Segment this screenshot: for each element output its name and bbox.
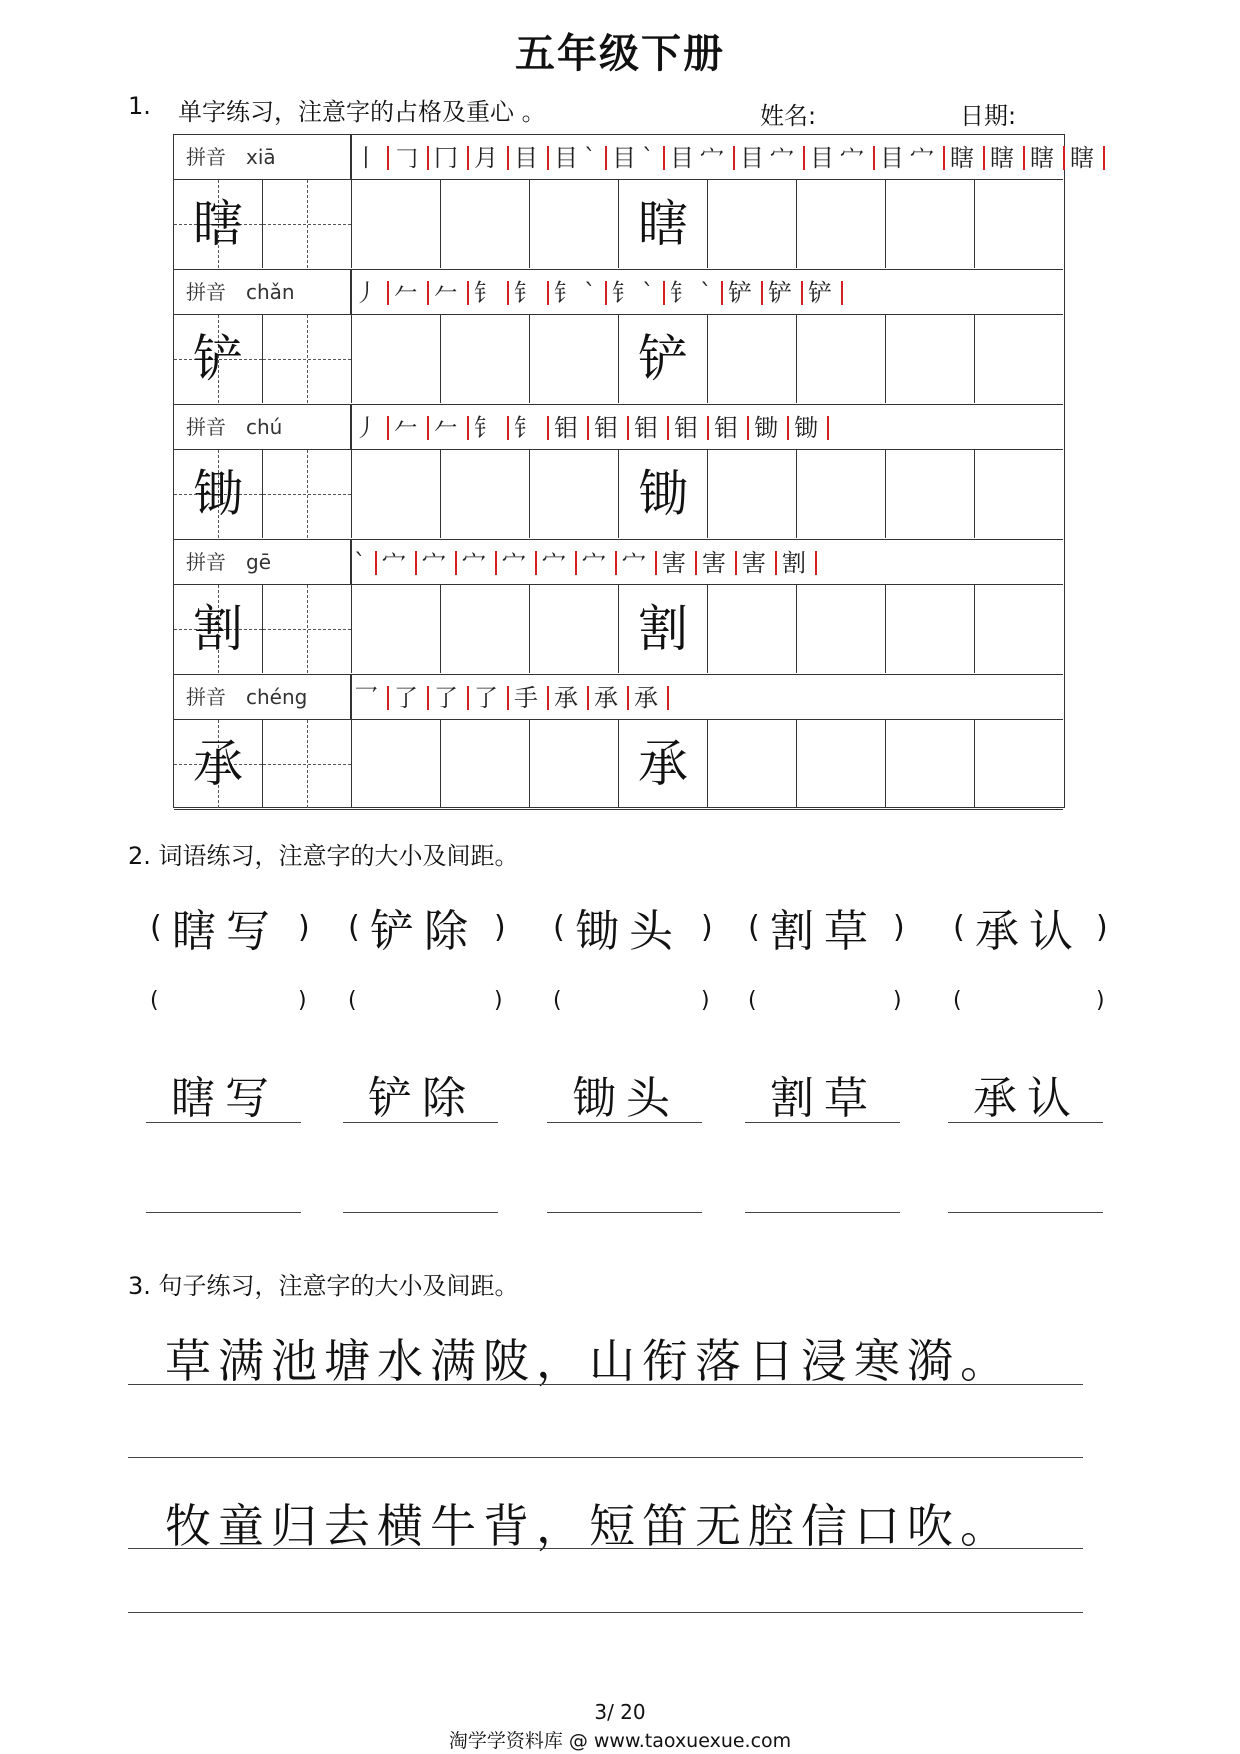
pinyin-row xyxy=(174,135,1100,180)
word-model: 锄头 xyxy=(575,906,683,957)
stroke-step: 了 xyxy=(474,686,509,710)
pinyin-blank-close: ) xyxy=(701,988,710,1013)
model-character: 铲 xyxy=(193,330,243,388)
word-trace: 割草 xyxy=(770,1073,878,1124)
writing-cell[interactable] xyxy=(174,720,263,808)
writing-cell[interactable] xyxy=(619,315,708,403)
page-title: 五年级下册 xyxy=(515,31,725,77)
writing-cell[interactable] xyxy=(441,450,530,538)
writing-cell[interactable] xyxy=(619,180,708,268)
stroke-step: 钅` xyxy=(554,281,607,305)
guide-line-horizontal xyxy=(263,629,351,630)
stroke-step: 害 xyxy=(662,551,697,575)
pinyin-row xyxy=(174,675,1063,720)
writing-cell[interactable] xyxy=(263,450,352,538)
stroke-step: 目` xyxy=(554,146,607,170)
stroke-order xyxy=(354,540,822,585)
word-model: 割草 xyxy=(770,906,878,957)
stroke-step: 钼 xyxy=(594,416,629,440)
writing-cell[interactable] xyxy=(797,585,886,673)
stroke-step: 宀 xyxy=(542,551,577,575)
writing-cell[interactable] xyxy=(530,585,619,673)
guide-line-horizontal xyxy=(263,494,351,495)
model-character: 锄 xyxy=(193,465,243,523)
word-model: 承认 xyxy=(975,906,1083,957)
pinyin-text: chú xyxy=(246,415,283,439)
writing-cell[interactable] xyxy=(441,180,530,268)
paren-open: ( xyxy=(953,910,965,945)
word-underline xyxy=(948,1122,1103,1123)
pinyin-blank-open: ( xyxy=(748,988,757,1013)
writing-cell[interactable] xyxy=(530,450,619,538)
section-2-heading: 2. 词语练习，注意字的大小及间距。 xyxy=(128,842,519,870)
word-trace: 瞎写 xyxy=(171,1073,279,1124)
pinyin-blank-open: ( xyxy=(348,988,357,1013)
word-underline xyxy=(547,1122,702,1123)
pinyin-caption: 拼音 xyxy=(186,145,226,169)
stroke-order xyxy=(354,135,1110,180)
word-writing-line[interactable] xyxy=(547,1212,702,1213)
writing-cell[interactable] xyxy=(797,450,886,538)
model-character: 割 xyxy=(193,600,243,658)
stroke-step: 𠂉 xyxy=(434,281,469,305)
divider xyxy=(350,270,352,315)
writing-cell[interactable] xyxy=(441,315,530,403)
sentence-baseline xyxy=(128,1548,1083,1549)
trace-character: 锄 xyxy=(638,465,688,523)
paren-close: ) xyxy=(893,910,905,945)
paren-open: ( xyxy=(553,910,565,945)
page-number: 3/ 20 xyxy=(594,1700,646,1724)
paren-close: ) xyxy=(298,910,310,945)
pinyin-text: chéng xyxy=(246,685,308,709)
writing-cell[interactable] xyxy=(708,180,797,268)
writing-cell[interactable] xyxy=(886,720,975,808)
word-writing-line[interactable] xyxy=(146,1212,301,1213)
word-model: 铲除 xyxy=(370,906,478,957)
stroke-step: 冂 xyxy=(434,146,469,170)
word-writing-line[interactable] xyxy=(745,1212,900,1213)
stroke-step: 铲 xyxy=(768,281,803,305)
stroke-step: 钅 xyxy=(474,416,509,440)
stroke-step: 钅` xyxy=(612,281,665,305)
word-underline xyxy=(343,1122,498,1123)
stroke-step: ` xyxy=(354,551,377,575)
writing-cell[interactable] xyxy=(886,585,975,673)
writing-cell[interactable] xyxy=(797,720,886,808)
pinyin-text: xiā xyxy=(246,145,276,169)
stroke-step: 承 xyxy=(634,686,669,710)
paren-close: ) xyxy=(701,910,713,945)
word-underline xyxy=(745,1122,900,1123)
stroke-step: 钼 xyxy=(554,416,589,440)
divider xyxy=(350,135,352,180)
trace-character: 铲 xyxy=(638,330,688,388)
stroke-step: 钅 xyxy=(514,416,549,440)
stroke-step: 瞎 xyxy=(950,146,985,170)
writing-cell[interactable] xyxy=(352,585,441,673)
paren-open: ( xyxy=(748,910,760,945)
stroke-step: 了 xyxy=(434,686,469,710)
stroke-step: 害 xyxy=(702,551,737,575)
writing-cell[interactable] xyxy=(352,180,441,268)
writing-cell[interactable] xyxy=(975,315,1064,403)
sentence-model: 牧童归去横牛背，短笛无腔信口吹。 xyxy=(165,1499,1013,1553)
writing-cell[interactable] xyxy=(174,315,263,403)
pinyin-blank-open: ( xyxy=(150,988,159,1013)
writing-cell[interactable] xyxy=(263,720,352,808)
pinyin-label xyxy=(186,540,346,585)
stroke-step: 丿 xyxy=(354,281,389,305)
pinyin-label xyxy=(186,675,346,720)
stroke-step: 月 xyxy=(474,146,509,170)
stroke-step: 锄 xyxy=(754,416,789,440)
writing-cell[interactable] xyxy=(975,180,1064,268)
writing-cell[interactable] xyxy=(797,315,886,403)
footer-site: 淘学学资料库 @ www.taoxuexue.com xyxy=(448,1730,792,1752)
writing-cell[interactable] xyxy=(441,720,530,808)
writing-cell[interactable] xyxy=(975,720,1064,808)
stroke-step: 乛 xyxy=(354,686,389,710)
writing-cell[interactable] xyxy=(352,720,441,808)
sentence-model: 草满池塘水满陂，山衔落日浸寒漪。 xyxy=(165,1334,1013,1388)
word-writing-line[interactable] xyxy=(948,1212,1103,1213)
stroke-step: 割 xyxy=(782,551,817,575)
model-character: 瞎 xyxy=(193,195,243,253)
date-label: 日期: xyxy=(960,102,1017,130)
paren-close: ) xyxy=(1096,910,1108,945)
pinyin-caption: 拼音 xyxy=(186,415,226,439)
paren-open: ( xyxy=(150,910,162,945)
trace-character: 承 xyxy=(638,735,688,793)
guide-line-horizontal xyxy=(263,359,351,360)
model-character: 承 xyxy=(193,735,243,793)
stroke-step: 丨 xyxy=(354,146,389,170)
pinyin-blank-open: ( xyxy=(553,988,562,1013)
writing-cell[interactable] xyxy=(352,450,441,538)
section-3-heading: 3. 句子练习，注意字的大小及间距。 xyxy=(128,1272,519,1300)
paren-close: ) xyxy=(494,910,506,945)
pinyin-blank-close: ) xyxy=(893,988,902,1013)
stroke-step: 瞎 xyxy=(1030,146,1065,170)
name-label: 姓名: xyxy=(760,102,817,130)
stroke-step: 宀 xyxy=(462,551,497,575)
stroke-step: 钼 xyxy=(674,416,709,440)
stroke-step: 目宀 xyxy=(810,146,875,170)
pinyin-text: chǎn xyxy=(246,280,295,304)
word-underline xyxy=(146,1122,301,1123)
writing-cell[interactable] xyxy=(263,180,352,268)
paren-open: ( xyxy=(348,910,360,945)
writing-cell[interactable] xyxy=(530,720,619,808)
writing-cell-row xyxy=(174,720,1063,810)
word-model: 瞎写 xyxy=(172,906,280,957)
stroke-step: 铲 xyxy=(808,281,843,305)
stroke-step: 钼 xyxy=(714,416,749,440)
guide-line-horizontal xyxy=(263,764,351,765)
word-trace: 锄头 xyxy=(572,1073,680,1124)
character-practice-grid xyxy=(173,134,1100,808)
writing-cell[interactable] xyxy=(886,315,975,403)
stroke-step: 𠂉 xyxy=(394,281,429,305)
pinyin-row xyxy=(174,540,1063,585)
writing-cell[interactable] xyxy=(975,585,1064,673)
writing-cell[interactable] xyxy=(174,450,263,538)
stroke-step: 瞎 xyxy=(1070,146,1105,170)
pinyin-blank-close: ) xyxy=(1096,988,1105,1013)
trace-character: 瞎 xyxy=(638,195,688,253)
writing-cell[interactable] xyxy=(174,585,263,673)
writing-cell[interactable] xyxy=(441,585,530,673)
writing-cell[interactable] xyxy=(708,315,797,403)
writing-cell-row xyxy=(174,180,1063,270)
writing-cell[interactable] xyxy=(263,315,352,403)
pinyin-blank-open: ( xyxy=(953,988,962,1013)
pinyin-blank-close: ) xyxy=(298,988,307,1013)
stroke-step: 钼 xyxy=(634,416,669,440)
pinyin-row xyxy=(174,405,1063,450)
stroke-step: 目宀 xyxy=(670,146,735,170)
writing-cell[interactable] xyxy=(708,720,797,808)
pinyin-caption: 拼音 xyxy=(186,280,226,304)
stroke-step: 了 xyxy=(394,686,429,710)
stroke-step: 钅 xyxy=(514,281,549,305)
divider xyxy=(350,675,352,720)
pinyin-label xyxy=(186,405,346,450)
word-trace: 承认 xyxy=(973,1073,1081,1124)
stroke-step: 丿 xyxy=(354,416,389,440)
writing-cell[interactable] xyxy=(263,585,352,673)
writing-cell[interactable] xyxy=(619,585,708,673)
stroke-step: 目宀 xyxy=(740,146,805,170)
section-1-heading: 单字练习，注意字的占格及重心 。 xyxy=(178,98,546,126)
writing-cell[interactable] xyxy=(797,180,886,268)
writing-cell[interactable] xyxy=(530,315,619,403)
stroke-step: 宀 xyxy=(622,551,657,575)
pinyin-text: gē xyxy=(246,550,271,574)
writing-cell[interactable] xyxy=(352,315,441,403)
stroke-order xyxy=(354,405,834,450)
pinyin-label xyxy=(186,135,346,180)
divider xyxy=(350,405,352,450)
writing-cell[interactable] xyxy=(174,180,263,268)
writing-cell[interactable] xyxy=(619,450,708,538)
pinyin-row xyxy=(174,270,1063,315)
sentence-writing-line[interactable] xyxy=(128,1612,1083,1613)
stroke-step: 宀 xyxy=(582,551,617,575)
stroke-step: 目 xyxy=(514,146,549,170)
stroke-order xyxy=(354,270,848,315)
writing-cell[interactable] xyxy=(975,450,1064,538)
sentence-baseline xyxy=(128,1384,1083,1385)
stroke-step: 钅` xyxy=(670,281,723,305)
stroke-step: 宀 xyxy=(382,551,417,575)
stroke-step: 铲 xyxy=(728,281,763,305)
stroke-step: 宀 xyxy=(502,551,537,575)
pinyin-caption: 拼音 xyxy=(186,685,226,709)
writing-cell-row xyxy=(174,585,1063,675)
stroke-step: 承 xyxy=(554,686,589,710)
stroke-order xyxy=(354,675,674,720)
word-trace: 铲除 xyxy=(368,1073,476,1124)
writing-cell-row xyxy=(174,315,1063,405)
pinyin-label xyxy=(186,270,346,315)
section-1-number: 1. xyxy=(128,92,151,120)
stroke-step: 𠂉 xyxy=(394,416,429,440)
word-writing-line[interactable] xyxy=(343,1212,498,1213)
stroke-step: 目宀 xyxy=(880,146,945,170)
guide-line-horizontal xyxy=(263,224,351,225)
writing-cell[interactable] xyxy=(530,180,619,268)
stroke-step: 𠂉 xyxy=(434,416,469,440)
trace-character: 割 xyxy=(638,600,688,658)
stroke-step: 承 xyxy=(594,686,629,710)
pinyin-caption: 拼音 xyxy=(186,550,226,574)
stroke-step: 目` xyxy=(612,146,665,170)
stroke-step: 害 xyxy=(742,551,777,575)
stroke-step: 𠃌 xyxy=(394,146,429,170)
stroke-step: 锄 xyxy=(794,416,829,440)
divider xyxy=(350,540,352,585)
stroke-step: 瞎 xyxy=(990,146,1025,170)
writing-cell[interactable] xyxy=(619,720,708,808)
sentence-writing-line[interactable] xyxy=(128,1457,1083,1458)
stroke-step: 钅 xyxy=(474,281,509,305)
writing-cell[interactable] xyxy=(886,180,975,268)
writing-cell[interactable] xyxy=(708,585,797,673)
writing-cell[interactable] xyxy=(708,450,797,538)
pinyin-blank-close: ) xyxy=(494,988,503,1013)
writing-cell[interactable] xyxy=(886,450,975,538)
stroke-step: 手 xyxy=(514,686,549,710)
stroke-step: 宀 xyxy=(422,551,457,575)
writing-cell-row xyxy=(174,450,1063,540)
